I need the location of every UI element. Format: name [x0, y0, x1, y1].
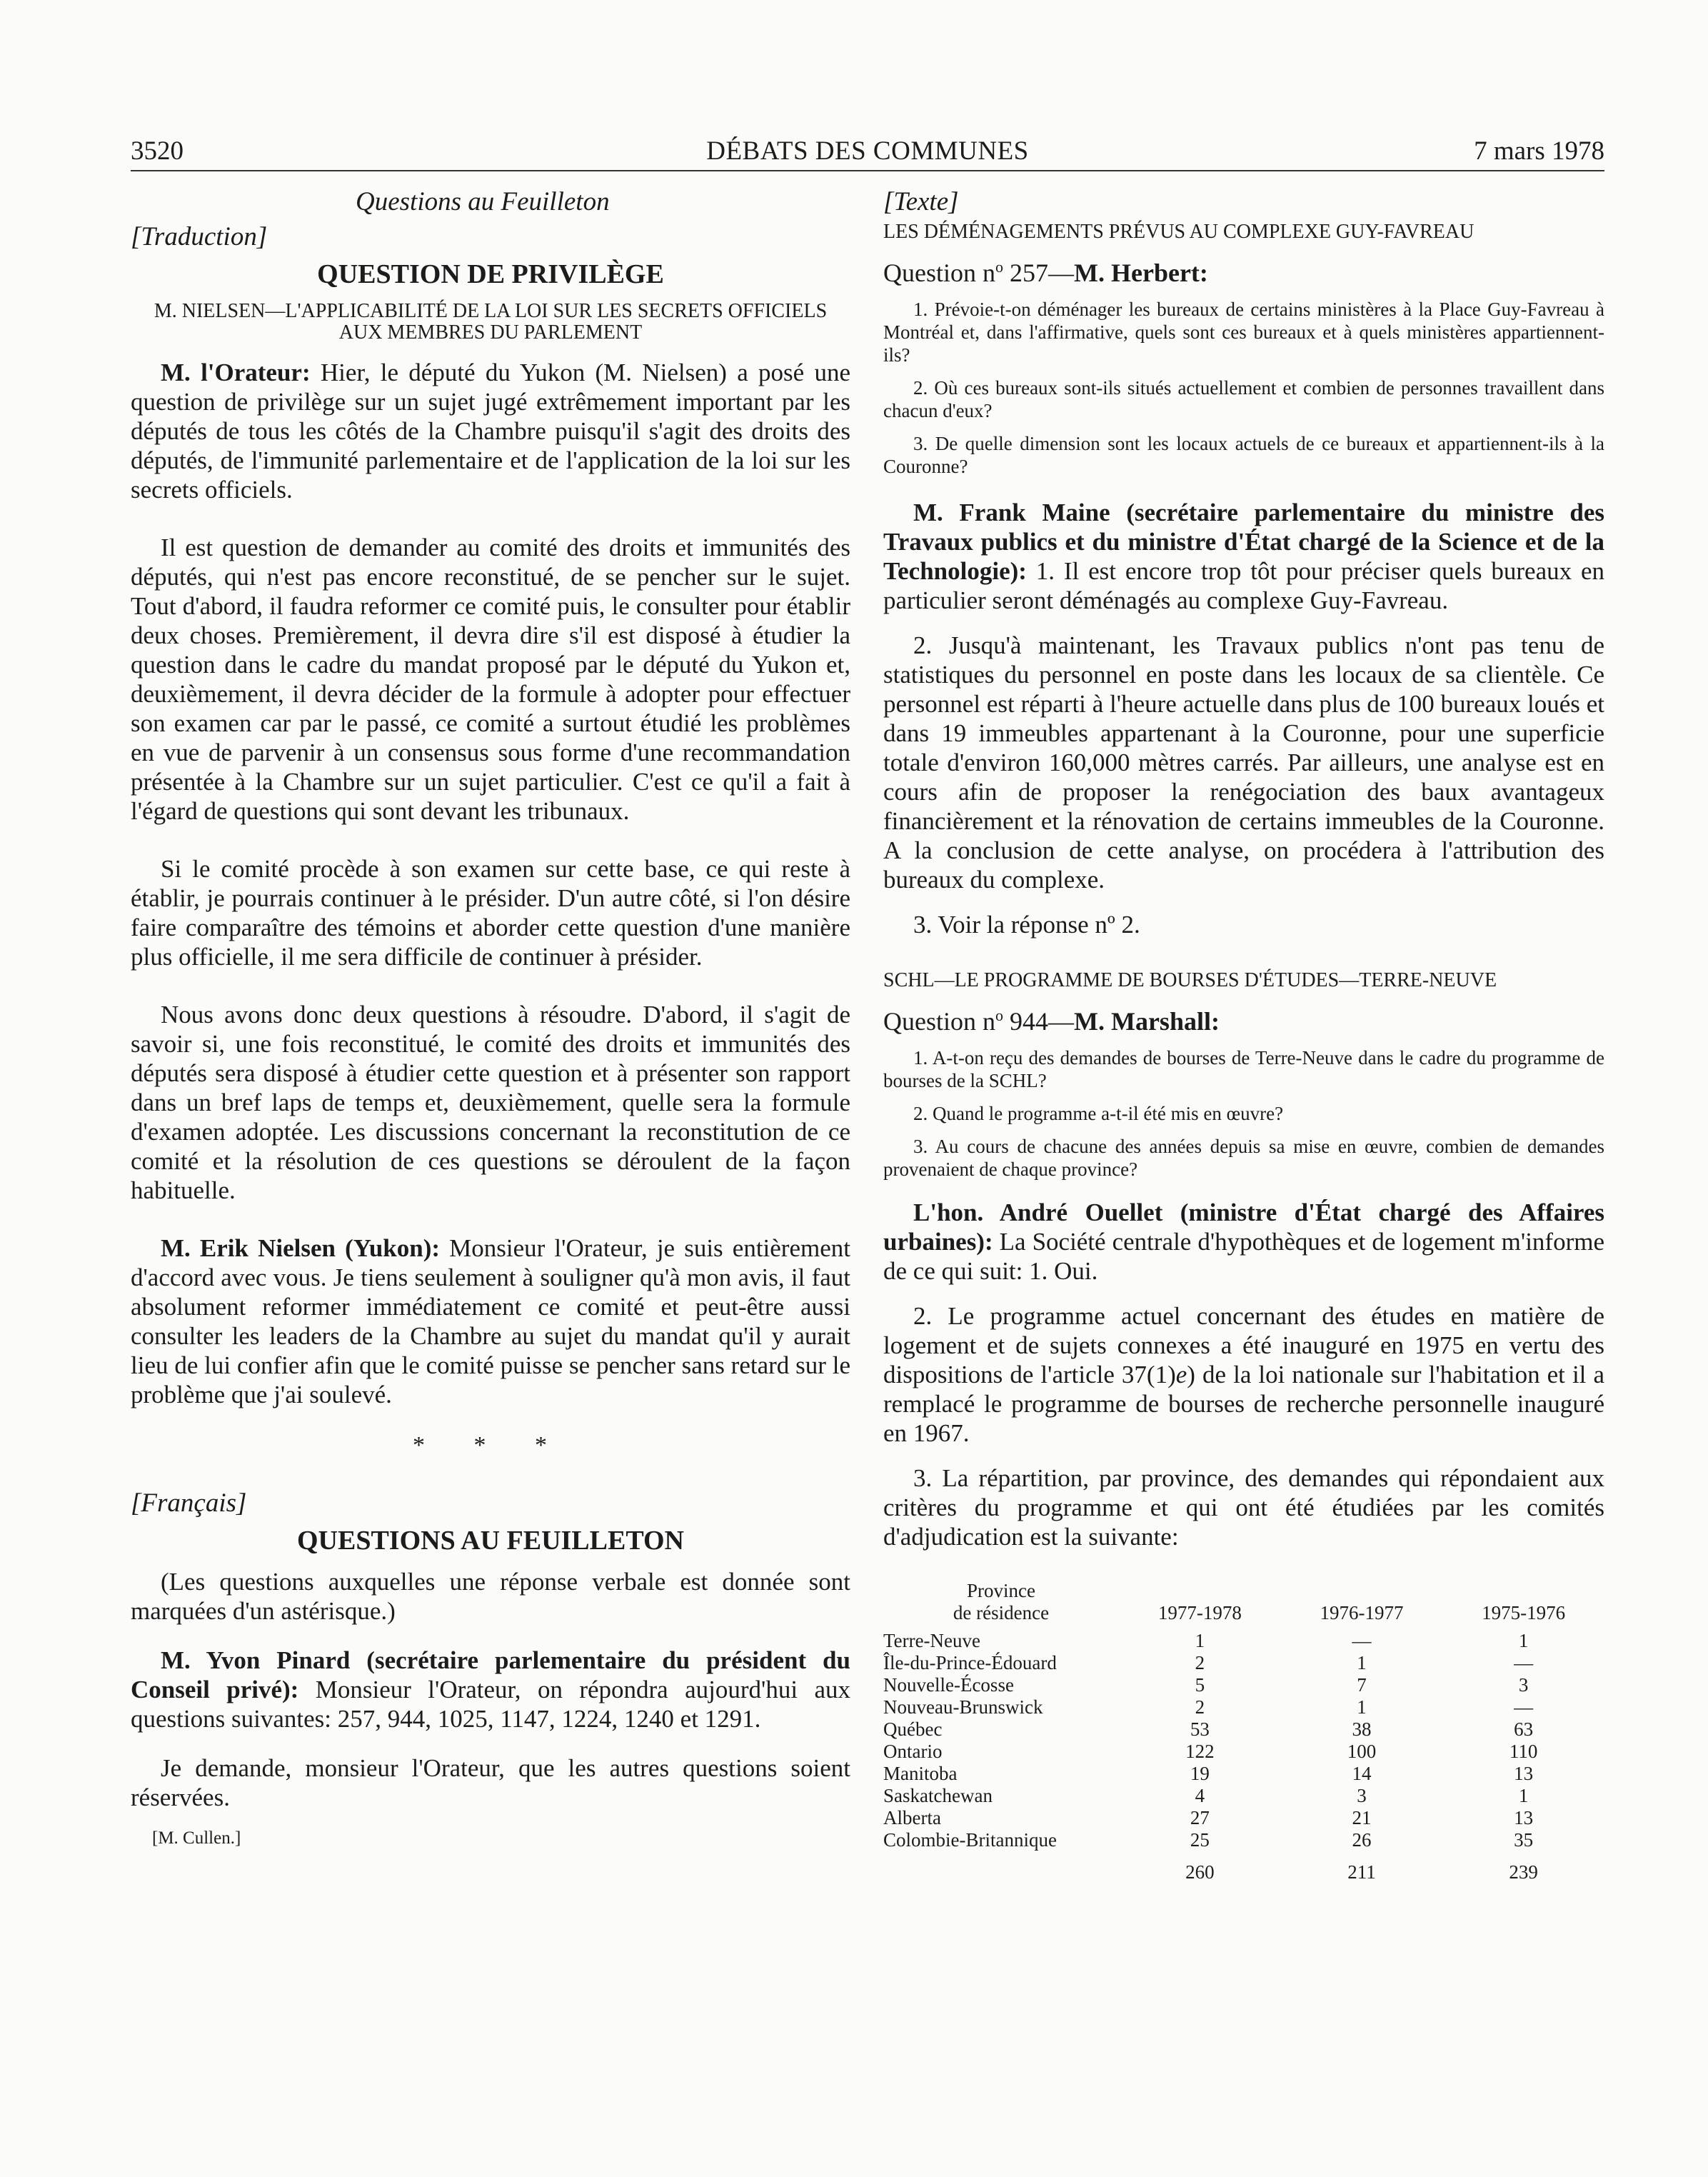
- count-cell: 2: [1195, 1696, 1205, 1718]
- count-cell: 63: [1514, 1718, 1534, 1740]
- text-run: ) de la loi nationale sur l'habitation et il a remplacé le programme de bourses de recherche personnelle inauguré en 1967.: [883, 1361, 1604, 1447]
- column-header: 1977-1978: [1157, 1602, 1242, 1623]
- province-cell: Québec: [883, 1718, 943, 1740]
- column-header: 1976-1977: [1320, 1602, 1404, 1623]
- count-cell: 35: [1514, 1829, 1534, 1851]
- speaker-name: M. Yvon Pinard (secrétaire parlementaire du président du Conseil privé):: [131, 1646, 850, 1703]
- count-cell: 26: [1352, 1829, 1372, 1851]
- table-row: [883, 1674, 1604, 1696]
- question-item: 1. Prévoie-t-on déménager les bureaux de certains ministères à la Place Guy-Favreau à Montréal et, dans l'affirmative, quels sont ces bureaux et à quels ministères appartiennent-ils?: [883, 299, 1604, 366]
- answer-paragraph: 3. Voir la réponse nº 2.: [913, 911, 1140, 939]
- count-cell: 1: [1518, 1630, 1529, 1651]
- table-row: [883, 1741, 1604, 1763]
- table-row: [883, 1696, 1604, 1718]
- province-cell: Manitoba: [883, 1763, 958, 1784]
- answer-paragraph: [883, 1198, 1604, 1286]
- paragraph: Il est question de demander au comité des droits et immunités des députés, qui n'est pas encore reconstitué, de se pencher sur le sujet. Tout d'abord, il faudra reformer ce comité puis, le consulter pour établir deux choses. Premièrement, il devra dire s'il est disposé à étudier la question dans le cadre du mandat proposé par le député du Yukon et, deuxièmement, il devra décider de la formule à adopter pour effectuer son examen car par le passé, ce comité a surtout étudié les problèmes en vue de parvenir à un consensus sous forme d'une recommandation présentée à la Chambre sur un sujet particulier. C'est ce qu'il a fait à l'égard de questions qui sont devant les tribunaux.: [131, 534, 850, 825]
- totals-label-cell: [883, 1851, 1119, 1883]
- province-cell: Ontario: [883, 1741, 943, 1762]
- total-cell: 211: [1347, 1861, 1376, 1883]
- table-row: [883, 1763, 1604, 1785]
- province-cell: Saskatchewan: [883, 1785, 993, 1806]
- publication-title: DÉBATS DES COMMUNES: [706, 136, 1029, 166]
- count-cell: 19: [1190, 1763, 1210, 1784]
- count-cell: 14: [1352, 1763, 1372, 1784]
- province-cell: Colombie-Britannique: [883, 1829, 1057, 1851]
- table-row: [883, 1807, 1604, 1829]
- speech-text: Monsieur l'Orateur, on répondra aujourd'hui aux questions suivantes: 257, 944, 1025, 1147, 1224, 1240 et 1291.: [131, 1676, 850, 1733]
- count-cell: 4: [1195, 1785, 1205, 1806]
- translation-tag: [Traduction]: [131, 222, 268, 251]
- table-row: [883, 1718, 1604, 1741]
- section-separator: * * *: [413, 1432, 568, 1458]
- count-cell: 1: [1357, 1696, 1367, 1718]
- question-item: 3. De quelle dimension sont les locaux actuels de ce bureaux et appartiennent-ils à la Couronne?: [883, 433, 1604, 477]
- count-cell: 100: [1347, 1741, 1377, 1762]
- question-prefix: Question n: [883, 1007, 995, 1036]
- count-cell: —: [1352, 1630, 1372, 1651]
- privilege-subheading: M. NIELSEN—L'APPLICABILITÉ DE LA LOI SUR LES SECRETS OFFICIELS AUX MEMBRES DU PARLEMENT: [154, 300, 828, 344]
- count-cell: 1: [1357, 1652, 1367, 1673]
- count-cell: 25: [1190, 1829, 1210, 1851]
- province-cell: Alberta: [883, 1807, 941, 1828]
- ordinal: o: [995, 258, 1003, 276]
- question-item: 2. Quand le programme a-t-il été mis en œuvre?: [913, 1103, 1284, 1124]
- count-cell: 53: [1190, 1718, 1210, 1740]
- count-cell: 1: [1195, 1630, 1205, 1651]
- count-cell: 3: [1518, 1674, 1529, 1696]
- question-item: 1. A-t-on reçu des demandes de bourses de Terre-Neuve dans le cadre du programme de bourses de la SCHL?: [883, 1047, 1604, 1091]
- count-cell: 3: [1357, 1785, 1367, 1806]
- province-cell: Nouvelle-Écosse: [883, 1674, 1014, 1696]
- left-column: [131, 187, 850, 1853]
- question-line: [883, 1001, 1604, 1036]
- speaker-name: M. Erik Nielsen (Yukon):: [161, 1234, 441, 1262]
- count-cell: 13: [1514, 1763, 1534, 1784]
- table-row: [883, 1829, 1604, 1851]
- count-cell: 110: [1509, 1741, 1538, 1762]
- member-name: M. Herbert:: [1074, 259, 1208, 287]
- text-run: 2. Le programme actuel concernant des études en matière de logement et de sujets connexes a été inauguré en 1975 en vertu des dispositions de l'article 37(1): [883, 1302, 1604, 1388]
- speech-text: Hier, le député du Yukon (M. Nielsen) a posé une question de privilège sur un sujet jugé extrêmement important par les députés de tous les côtés de la Chambre puisqu'il s'agit des droits des députés, de l'immunité parlementaire et de l'application de la loi sur les secrets officiels.: [131, 359, 850, 504]
- text-run: e: [1175, 1361, 1187, 1388]
- answer-paragraph: [883, 1301, 1604, 1448]
- question-line: [883, 252, 1604, 288]
- totals-row: [883, 1851, 1604, 1883]
- question-item: 3. Au cours de chacune des années depuis sa mise en œuvre, combien de demandes provenaient de chaque province?: [883, 1136, 1604, 1180]
- speech-text: Monsieur l'Orateur, je suis entièrement d'accord avec vous. Je tiens seulement à souligner qu'à mon avis, il faut absolument reformer immédiatement ce comité et peut-être aussi consulter les leaders de la Chambre au sujet du mandat qu'il y aurait lieu de lui confier afin que le comité puisse se pencher sans retard sur le problème que j'ai soulevé.: [131, 1234, 850, 1408]
- header-line: de résidence: [953, 1602, 1050, 1623]
- count-cell: 21: [1352, 1807, 1372, 1828]
- answer-paragraph: [883, 498, 1604, 615]
- speech-text: 1. Il est encore trop tôt pour préciser quels bureaux en particulier seront déménagés au complexe Guy-Favreau.: [883, 557, 1604, 614]
- count-cell: 1: [1518, 1785, 1529, 1806]
- privilege-heading: QUESTION DE PRIVILÈGE: [317, 259, 664, 289]
- speech-text: La Société centrale d'hypothèques et de logement m'informe de ce qui suit: 1. Oui.: [883, 1228, 1604, 1285]
- answer-paragraph: 3. La répartition, par province, des demandes qui répondaient aux critères du programme et qui ont été étudiées par les comités d'adjudication est la suivante:: [883, 1464, 1604, 1551]
- francais-tag: [Français]: [131, 1488, 247, 1518]
- paragraph: (Les questions auxquelles une réponse verbale est donnée sont marquées d'un astérisque.): [131, 1568, 850, 1625]
- total-cell: 260: [1185, 1861, 1215, 1883]
- column-header: 1975-1976: [1482, 1602, 1566, 1623]
- question-item: 2. Où ces bureaux sont-ils situés actuellement et combien de personnes travaillent dans chacun d'eux?: [883, 377, 1604, 421]
- province-cell: Nouveau-Brunswick: [883, 1696, 1043, 1718]
- count-cell: —: [1514, 1652, 1534, 1673]
- table-row: [883, 1652, 1604, 1674]
- paragraph-speaker-orateur: [131, 358, 850, 504]
- speaker-name: M. Frank Maine (secrétaire parlementaire du ministre des Travaux publics et du ministre d'État chargé de la Science et de la Technologie):: [883, 499, 1604, 585]
- questions-heading: QUESTIONS AU FEUILLETON: [296, 1526, 685, 1556]
- count-cell: 38: [1352, 1718, 1372, 1740]
- answer-paragraph: 2. Jusqu'à maintenant, les Travaux publics n'ont pas tenu de statistiques du personnel en poste dans les locaux de sa clientèle. Ce personnel est réparti à l'heure actuelle dans plus de 100 bureaux loués et dans 19 immeubles appartenant à la Couronne, pour une superficie totale d'environ 160,000 mètres carrés. Par ailleurs, une analyse est en cours afin de proposer la renégociation des baux avantageux financièrement et la rénovation de certains immeubles de la Couronne. A la conclusion de cette analyse, on procédera à l'attribution des bureaux du complexe.: [883, 631, 1604, 894]
- speaker-name: L'hon. André Ouellet (ministre d'État chargé des Affaires urbaines):: [883, 1198, 1604, 1256]
- paragraph: Nous avons donc deux questions à résoudre. D'abord, il s'agit de savoir si, une fois reconstitué, le comité des droits et immunités des députés sera disposé à étudier cette question et à présenter son rapport dans un bref laps de temps et, deuxièmement, quelle sera la formule d'examen adoptée. Les discussions concernant la reconstitution de ce comité et la résolution de ces questions se déroulent de la façon habituelle.: [131, 1001, 850, 1204]
- speaker-signature: [M. Cullen.]: [152, 1828, 241, 1848]
- right-column: [883, 187, 1604, 1883]
- count-cell: 122: [1185, 1741, 1215, 1762]
- texte-tag: [Texte]: [883, 187, 959, 216]
- ordinal: o: [995, 1006, 1003, 1024]
- page-number: 3520: [131, 136, 184, 166]
- province-cell: Terre-Neuve: [883, 1630, 981, 1651]
- member-name: M. Marshall:: [1074, 1007, 1220, 1036]
- question-heading: LES DÉMÉNAGEMENTS PRÉVUS AU COMPLEXE GUY-FAVREAU: [883, 221, 1475, 243]
- count-cell: 27: [1190, 1807, 1210, 1828]
- count-cell: 5: [1195, 1674, 1205, 1696]
- table-row: [883, 1630, 1604, 1652]
- province-applications-table: [883, 1580, 1604, 1883]
- question-heading: SCHL—LE PROGRAMME DE BOURSES D'ÉTUDES—TERRE-NEUVE: [883, 969, 1497, 991]
- paragraph: Si le comité procède à son examen sur cette base, ce qui reste à établir, je pourrais continuer à le présider. D'un autre côté, si l'on désire faire comparaître des témoins et aborder cette question d'une manière plus officielle, il me sera difficile de continuer à présider.: [131, 855, 850, 971]
- header-line: Province: [967, 1580, 1035, 1601]
- count-cell: 2: [1195, 1652, 1205, 1673]
- table-header-row: [883, 1580, 1604, 1630]
- question-number: 257—: [1003, 259, 1074, 287]
- running-head: Questions au Feuilleton: [356, 187, 610, 216]
- paragraph: Je demande, monsieur l'Orateur, que les autres questions soient réservées.: [131, 1754, 850, 1811]
- page-header: [131, 133, 1604, 171]
- speaker-name: M. l'Orateur:: [161, 359, 311, 386]
- count-cell: —: [1514, 1696, 1534, 1718]
- paragraph-speaker-nielsen: [131, 1233, 850, 1409]
- province-cell: Île-du-Prince-Édouard: [883, 1652, 1057, 1673]
- question-prefix: Question n: [883, 259, 995, 287]
- count-cell: 7: [1357, 1674, 1367, 1696]
- count-cell: 13: [1514, 1807, 1534, 1828]
- column-header-province: [883, 1580, 1119, 1630]
- total-cell: 239: [1509, 1861, 1538, 1883]
- question-number: 944—: [1003, 1007, 1074, 1036]
- paragraph-speaker-pinard: [131, 1646, 850, 1733]
- issue-date: 7 mars 1978: [1474, 136, 1604, 166]
- table-row: [883, 1785, 1604, 1807]
